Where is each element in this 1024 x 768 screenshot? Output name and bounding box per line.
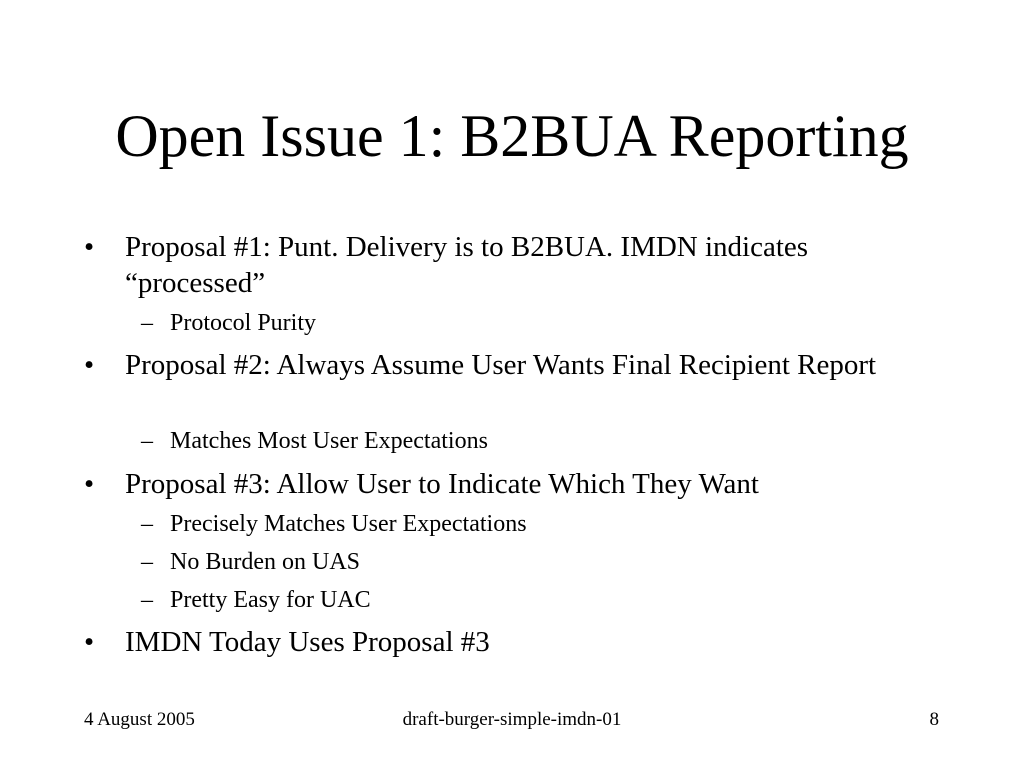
slide-title: Open Issue 1: B2BUA Reporting: [115, 103, 909, 169]
bullet-marker: •: [84, 349, 95, 381]
sub-bullet-text: No Burden on UAS: [170, 549, 360, 575]
bullet-marker: •: [84, 231, 95, 263]
bullet-item: [84, 466, 945, 502]
bullet-text: Proposal #1: Punt. Delivery is to B2BUA. IMDN indicates “processed”: [125, 231, 809, 299]
sub-bullet-item: [141, 425, 488, 457]
bullet-text: IMDN Today Uses Proposal #3: [125, 626, 490, 658]
footer-date: 4 August 2005: [84, 709, 195, 730]
dash-marker: –: [141, 428, 153, 454]
sub-bullet-text: Protocol Purity: [170, 310, 317, 336]
bullet-text: Proposal #2: Always Assume User Wants Final Recipient Report: [125, 349, 877, 381]
footer-doc-name: draft-burger-simple-imdn-01: [402, 709, 622, 730]
bullet-marker: •: [84, 468, 95, 500]
bullet-item: [84, 229, 945, 301]
footer-page-number: 8: [929, 709, 939, 730]
dash-marker: –: [141, 511, 153, 537]
sub-bullet-item: [141, 508, 527, 540]
bullet-marker: •: [84, 626, 95, 658]
dash-marker: –: [141, 587, 153, 613]
bullet-item: [84, 624, 945, 660]
dash-marker: –: [141, 310, 153, 336]
sub-bullet-text: Pretty Easy for UAC: [170, 587, 371, 613]
sub-bullet-item: [141, 546, 360, 578]
sub-bullet-item: [141, 584, 371, 616]
bullet-item: [84, 347, 945, 383]
sub-bullet-text: Matches Most User Expectations: [170, 428, 488, 454]
sub-bullet-text: Precisely Matches User Expectations: [170, 511, 527, 537]
sub-bullet-item: [141, 307, 317, 339]
bullet-text: Proposal #3: Allow User to Indicate Which They Want: [125, 468, 759, 500]
dash-marker: –: [141, 549, 153, 575]
